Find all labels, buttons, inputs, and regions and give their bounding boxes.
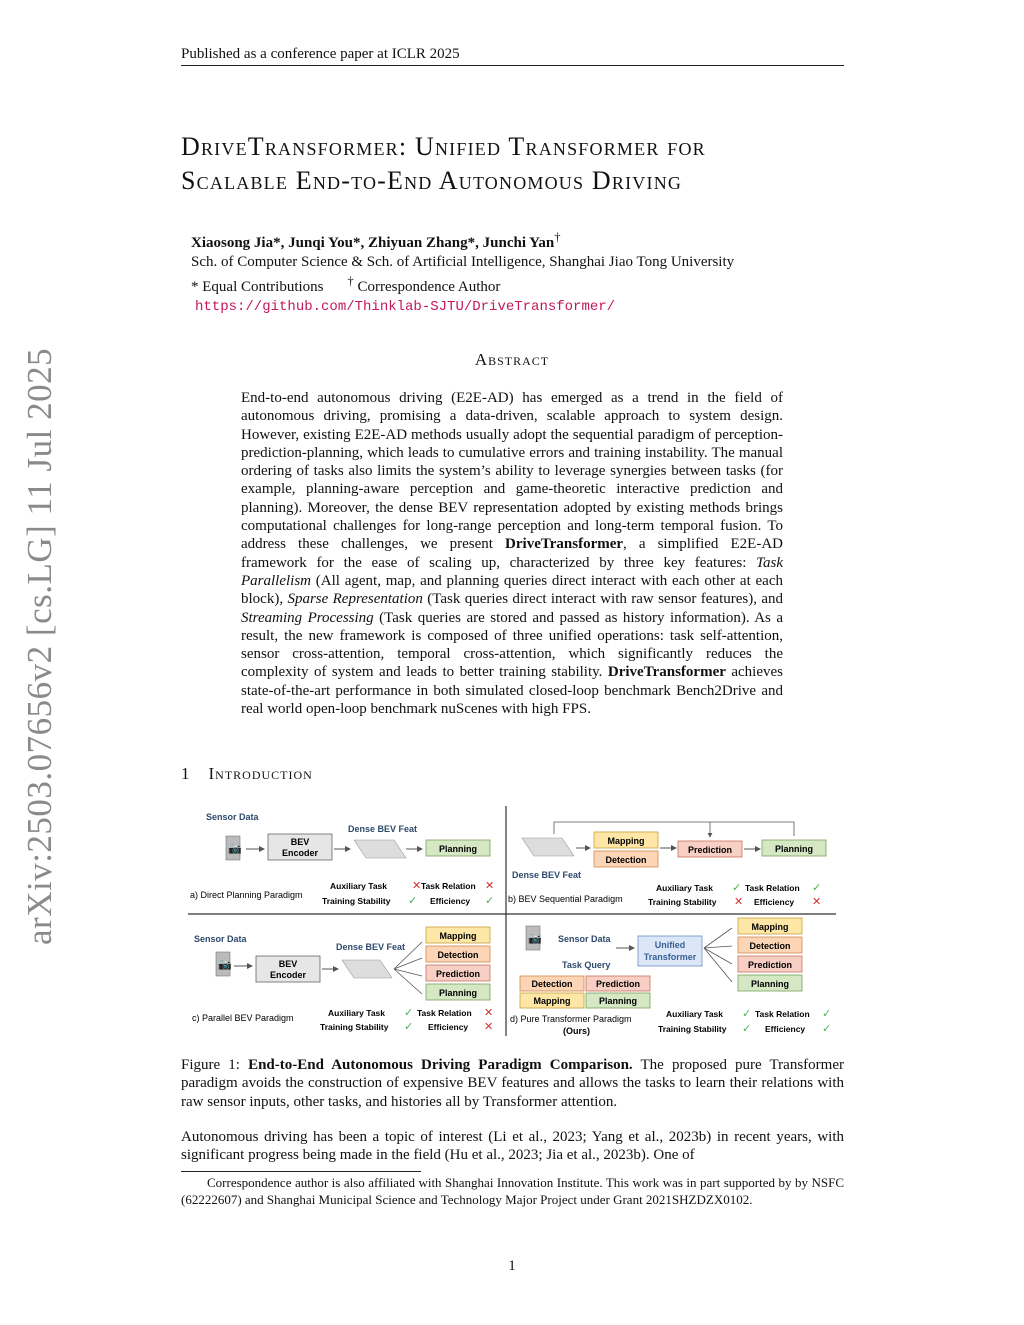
fig-label: Task Relation	[417, 1008, 472, 1018]
footnote-text: Correspondence author is also affiliated with Shanghai Innovation Institute. This work was in part supported by by NSFC (62222607) and Shanghai Municipal Science and Technology Major Project under Grant 2021SHZDZX0102.	[181, 1175, 844, 1207]
fig-label: Planning	[599, 996, 637, 1006]
cross-icon: ✕	[734, 896, 744, 908]
abstract-text: End-to-end autonomous driving (E2E-AD) has emerged as a trend in the field of autonomous driving, promising a data-driven, scalable approach to system design. However, existing E2E-AD methods usually adopt the sequential paradigm of perception-prediction-planning, which leads to cumulative errors and training instability. The manual ordering of tasks also limits the system’s ability to leverage synergies between tasks (for example, planning-aware perception and game-theoretic interactive prediction and planning). Moreover, the dense BEV representation adopted by existing methods brings computational challenges for long-range perception and long-term temporal fusion. To address these challenges, we present	[241, 390, 783, 553]
intro-paragraph: Autonomous driving has been a topic of interest (Li et al., 2023; Yang et al., 2023b) in recent years, with significant progress being made in the field (Hu et al., 2023; Jia et al., 2023b). One of	[181, 1129, 844, 1164]
abstract-text: (All agent, map, and planning queries direct interact with each other at each block),	[241, 572, 783, 608]
paradigm-label: a) Direct Planning Paradigm	[190, 890, 303, 900]
fig-label: Training Stability	[322, 896, 391, 906]
fig-label: Auxiliary Task	[330, 881, 388, 891]
fig-label: Sensor Data	[194, 934, 247, 944]
check-icon: ✓	[732, 882, 742, 894]
fig-label: Planning	[439, 844, 477, 854]
check-icon: ✓	[822, 1023, 832, 1035]
abstract-text: (Task queries are stored and passed as history information). As a result, the new framework is composed of three unified operations: task self-attention, sensor cross-attention, temporal cross-attention, which significantly reduces the complexity of system and leads to better training stability.	[241, 609, 783, 681]
correspondence-note: Correspondence Author	[357, 279, 501, 295]
bev-grid	[342, 960, 392, 978]
paradigm-label-ours: (Ours)	[563, 1026, 590, 1036]
camera-icon: 📷	[528, 933, 542, 945]
section-number: 1	[181, 764, 191, 783]
page-number: 1	[508, 1258, 516, 1274]
title-line-1: DriveTransformer: Unified Transformer for	[181, 132, 706, 161]
fig-label: Auxiliary Task	[656, 883, 714, 893]
check-icon: ✓	[408, 895, 418, 907]
fig-label: Efficiency	[430, 896, 471, 906]
fig-label: Prediction	[435, 969, 481, 979]
fig-label: Detection	[605, 855, 647, 865]
fig-label: Efficiency	[428, 1022, 469, 1032]
equal-contribution-note: * Equal Contributions	[191, 279, 324, 295]
caption-label: Figure 1:	[181, 1057, 249, 1073]
camera-icon: 📷	[228, 843, 242, 855]
section-heading	[181, 764, 313, 784]
fig-label: BEV	[278, 959, 298, 969]
author-block	[191, 228, 841, 317]
panel-b	[508, 822, 826, 908]
caption-title: End-to-End Autonomous Driving Paradigm Comparison.	[248, 1057, 633, 1073]
cross-icon: ✕	[485, 880, 495, 892]
fig-label: Dense BEV Feat	[512, 870, 582, 880]
fig-label: Training Stability	[658, 1024, 727, 1034]
fig-label: Planning	[775, 844, 813, 854]
figure-caption	[181, 1056, 844, 1111]
header-rule	[181, 65, 844, 66]
fig-label: Detection	[531, 979, 573, 989]
check-icon: ✓	[404, 1007, 414, 1019]
arrow	[704, 948, 732, 982]
feature-name: Streaming Processing	[241, 609, 374, 626]
fig-label: Sensor Data	[206, 812, 259, 822]
fig-label: Task Relation	[745, 883, 800, 893]
panel-a	[190, 812, 494, 907]
fig-label: Task Relation	[755, 1009, 810, 1019]
cross-icon: ✕	[484, 1021, 494, 1033]
check-icon: ✓	[404, 1021, 414, 1033]
fig-label: Planning	[751, 979, 789, 989]
check-icon: ✓	[485, 895, 495, 907]
abstract-body	[241, 389, 783, 718]
fig-label: Auxiliary Task	[666, 1009, 724, 1019]
fig-label: Efficiency	[765, 1024, 806, 1034]
abstract-text: , a simplified E2E-AD framework for the ease of scaling up, characterized by three key features:	[241, 536, 783, 571]
abstract-text: achieves state-of-the-art performance in both simulated closed-loop benchmark Bench2Drive and real world open-loop benchmark nuScenes with high FPS.	[241, 664, 784, 718]
title-line-2: Scalable End-to-End Autonomous Driving	[181, 166, 683, 195]
fig-label: Sensor Data	[558, 934, 611, 944]
running-header: Published as a conference paper at ICLR 2025	[181, 46, 460, 62]
abstract-text: (Task queries direct interact with raw sensor features), and	[422, 591, 784, 608]
fig-label: Training Stability	[648, 897, 717, 907]
paradigm-label: d) Pure Transformer Paradigm	[510, 1014, 632, 1024]
method-name: DriveTransformer	[505, 536, 624, 553]
affiliation: Sch. of Computer Science & Sch. of Artificial Intelligence, Shanghai Jiao Tong University	[191, 254, 735, 270]
paradigm-label: c) Parallel BEV Paradigm	[192, 1013, 294, 1023]
abstract-heading: Abstract	[474, 350, 550, 369]
arrow	[704, 928, 732, 948]
fig-label: Dense BEV Feat	[336, 942, 406, 952]
section-title: Introduction	[208, 764, 313, 783]
fig-label: Mapping	[439, 931, 477, 941]
github-link[interactable]: https://github.com/Thinklab-SJTU/DriveTransformer/	[195, 299, 616, 315]
fig-label: Task Relation	[421, 881, 476, 891]
fig-label: Encoder	[269, 970, 307, 980]
fig-label: Mapping	[607, 836, 645, 846]
check-icon: ✓	[812, 882, 822, 894]
fig-label: Unified	[654, 940, 686, 950]
fig-label: Prediction	[747, 960, 793, 970]
camera-icon: 📷	[218, 959, 232, 971]
bev-grid	[354, 840, 406, 858]
fig-label: Encoder	[281, 848, 319, 858]
caption-text: The proposed pure Transformer paradigm avoids the construction of expensive BEV features and allows the tasks to learn their relations with raw sensor inputs, other tasks, and histories all by Transformer attention.	[181, 1057, 844, 1110]
cross-icon: ✕	[412, 880, 422, 892]
dagger-mark-2: †	[347, 274, 354, 288]
skip-connection	[554, 822, 794, 836]
fig-label: Detection	[437, 950, 479, 960]
author-names: Xiaosong Jia*, Junqi You*, Zhiyuan Zhang*, Junchi Yan	[191, 235, 555, 251]
check-icon: ✓	[742, 1008, 752, 1020]
fig-label: BEV	[290, 837, 310, 847]
fig-label: Task Query	[562, 960, 611, 970]
arxiv-stamp: arXiv:2503.07656v2 [cs.LG] 11 Jul 2025	[20, 347, 59, 945]
fig-label: Dense BEV Feat	[348, 824, 418, 834]
fig-label: Prediction	[687, 845, 733, 855]
bev-grid	[522, 838, 574, 856]
fig-label: Mapping	[533, 996, 571, 1006]
fig-label: Efficiency	[754, 897, 795, 907]
fig-label: Training Stability	[320, 1022, 389, 1032]
feature-name: Task Parallelism	[241, 554, 783, 589]
cross-icon: ✕	[812, 896, 822, 908]
panel-d	[510, 918, 831, 1036]
check-icon: ✓	[742, 1023, 752, 1035]
fig-label: Detection	[749, 941, 791, 951]
cross-icon: ✕	[484, 1007, 494, 1019]
check-icon: ✓	[822, 1008, 832, 1020]
fig-label: Auxiliary Task	[328, 1008, 386, 1018]
figure-1-paradigms	[188, 806, 843, 1040]
fig-label: Mapping	[751, 922, 789, 932]
dagger-mark: †	[554, 230, 561, 244]
paper-title	[181, 130, 861, 198]
arrow	[704, 946, 732, 948]
fig-label: Transformer	[643, 952, 697, 962]
method-name: DriveTransformer	[607, 664, 726, 681]
fig-label: Prediction	[595, 979, 641, 989]
paradigm-label: b) BEV Sequential Paradigm	[508, 894, 623, 904]
panel-c	[192, 927, 493, 1033]
fig-label: Planning	[439, 988, 477, 998]
arrow	[394, 958, 422, 969]
footnote	[181, 1175, 844, 1208]
arrow	[704, 948, 732, 964]
footnote-rule	[181, 1171, 421, 1172]
feature-name: Sparse Representation	[287, 591, 423, 608]
